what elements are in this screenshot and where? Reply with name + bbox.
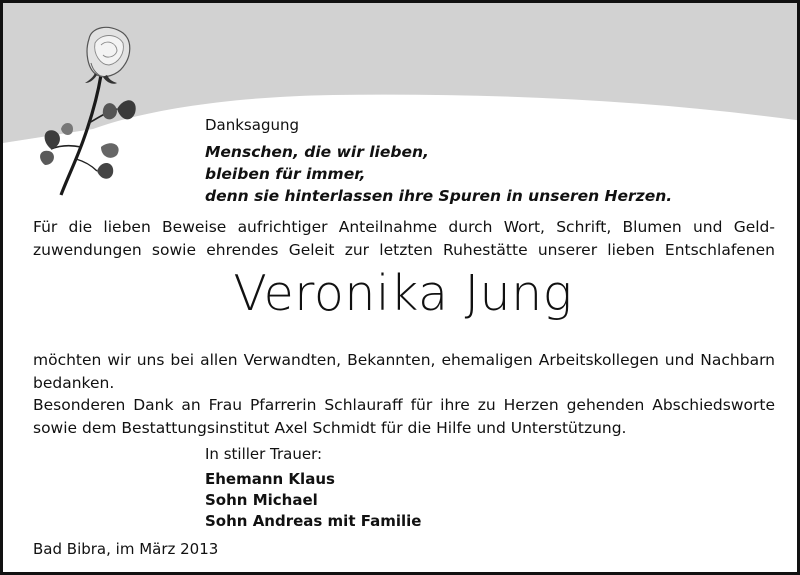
mourner-name: Sohn Michael [205,491,318,509]
deceased-name: Veronika Jung [233,265,573,322]
special-thanks-line: Besonderen Dank an Frau Pfarrerin Schlauraff für ihre zu Herzen gehenden Abschiedsworte [33,396,775,414]
mourning-label: In stiller Trauer: [205,445,323,463]
place-and-date: Bad Bibra, im März 2013 [33,540,219,558]
mourner-name: Ehemann Klaus [205,470,335,488]
motto-line: Menschen, die wir lieben, [205,143,429,161]
motto-line: denn sie hinterlassen ihre Spuren in unseren Herzen. [205,187,673,205]
intro-line: Für die lieben Beweise aufrichtiger Anteilnahme durch Wort, Schrift, Blumen und Geld- [33,218,775,236]
thanks-line: möchten wir uns bei allen Verwandten, Bekannten, ehemaligen Arbeitskollegen und Nachbarn [33,351,775,369]
special-thanks-line: sowie dem Bestattungsinstitut Axel Schmidt für die Hilfe und Unterstützung. [33,419,627,437]
thanks-line: bedanken. [33,374,115,392]
intro-line: zuwendungen sowie ehrendes Geleit zur letzten Ruhestätte unserer lieben Entschlafenen [33,241,775,259]
mourner-name: Sohn Andreas mit Familie [205,512,422,530]
motto-line: bleiben für immer, [205,165,366,183]
rose-image [31,19,141,201]
heading-danksagung: Danksagung [205,116,299,134]
